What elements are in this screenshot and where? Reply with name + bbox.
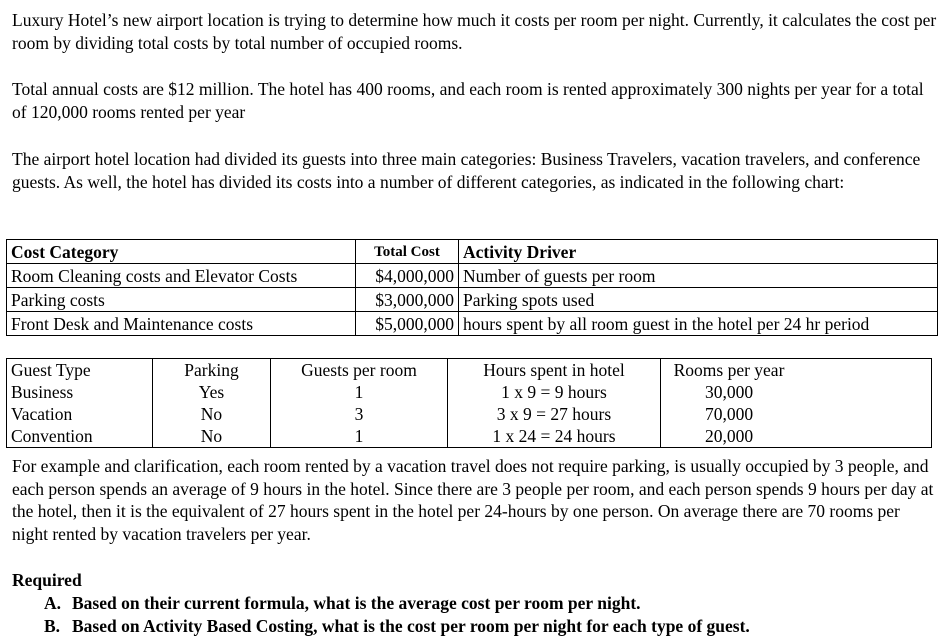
hours-spent-cell: 3 x 9 = 27 hours <box>448 403 661 425</box>
guests-per-room-cell: 3 <box>271 403 448 425</box>
hours-spent-cell: 1 x 9 = 9 hours <box>448 381 661 403</box>
example-paragraph: For example and clarification, each room rented by a vacation travel does not require parking, is usually occupied by 3 people, and each person spends an average of 9 hours in the hotel. Since there are 3 people per room, and each person spends 9 hours per day at the hotel, then it is the equivalent of 27 hours spent in the hotel per 24-hours by one person. On average there are 70 rooms per night rented by vacation travelers per year. <box>12 456 934 544</box>
list-marker: A. <box>44 593 62 613</box>
guest-type-cell: Vacation <box>7 403 153 425</box>
total-cost-cell: $3,000,000 <box>356 288 459 312</box>
required-questions-list <box>44 592 750 638</box>
guests-per-room-header: Guests per room <box>271 359 448 382</box>
guest-type-cell: Convention <box>7 425 153 448</box>
activity-driver-cell: hours spent by all room guest in the hotel per 24 hr period <box>459 312 938 336</box>
cost-category-header: Cost Category <box>7 240 356 264</box>
costs-paragraph: Total annual costs are $12 million. The hotel has 400 rooms, and each room is rented approximately 300 nights per year for a total of 120,000 rooms rented per year <box>12 79 924 122</box>
rooms-per-year-cell <box>661 381 932 403</box>
intro-paragraph: Luxury Hotel’s new airport location is trying to determine how much it costs per room per night. Currently, it calculates the cost per room by dividing total costs by total number of occupied rooms. <box>12 10 937 53</box>
table-row <box>7 425 932 448</box>
activity-driver-header: Activity Driver <box>459 240 938 264</box>
cost-category-cell: Front Desk and Maintenance costs <box>7 312 356 336</box>
guest-type-cell: Business <box>7 381 153 403</box>
cost-category-table <box>6 239 938 336</box>
table-row <box>7 264 938 288</box>
rooms-per-year-value: 70,000 <box>704 404 754 424</box>
table-row <box>7 381 932 403</box>
guest-table-header-row <box>7 359 932 382</box>
cost-category-cell: Room Cleaning costs and Elevator Costs <box>7 264 356 288</box>
guest-type-header: Guest Type <box>7 359 153 382</box>
parking-cell: No <box>153 425 271 448</box>
hours-spent-cell: 1 x 24 = 24 hours <box>448 425 661 448</box>
table-row <box>7 403 932 425</box>
rooms-per-year-value: 20,000 <box>704 426 754 446</box>
rooms-per-year-value: 30,000 <box>704 382 754 402</box>
question-text: Based on Activity Based Costing, what is the cost per room per night for each type of guest. <box>72 616 750 636</box>
rooms-per-year-cell <box>661 425 932 448</box>
table-row <box>7 288 938 312</box>
parking-header: Parking <box>153 359 271 382</box>
total-cost-cell: $5,000,000 <box>356 312 459 336</box>
table-row <box>7 312 938 336</box>
activity-driver-cell: Number of guests per room <box>459 264 938 288</box>
total-cost-cell: $4,000,000 <box>356 264 459 288</box>
parking-cell: No <box>153 403 271 425</box>
rooms-per-year-cell <box>661 403 932 425</box>
hours-spent-header: Hours spent in hotel <box>448 359 661 382</box>
total-cost-header: Total Cost <box>356 240 459 264</box>
rooms-per-year-header-cell <box>661 359 932 382</box>
list-item <box>44 615 750 638</box>
guests-per-room-cell: 1 <box>271 381 448 403</box>
guests-per-room-cell: 1 <box>271 425 448 448</box>
categories-paragraph: The airport hotel location had divided its guests into three main categories: Business Travelers, vacation travelers, and conference guests. As well, the hotel has divided its costs into a number of different categories, as indicated in the following chart: <box>12 149 921 192</box>
question-text: Based on their current formula, what is the average cost per room per night. <box>72 593 641 613</box>
guest-type-table <box>6 358 932 448</box>
cost-table-header-row <box>7 240 938 264</box>
required-heading: Required <box>12 570 82 590</box>
rooms-per-year-header: Rooms per year <box>673 360 785 380</box>
cost-category-cell: Parking costs <box>7 288 356 312</box>
list-marker: B. <box>44 616 61 636</box>
list-item <box>44 592 750 615</box>
activity-driver-cell: Parking spots used <box>459 288 938 312</box>
parking-cell: Yes <box>153 381 271 403</box>
